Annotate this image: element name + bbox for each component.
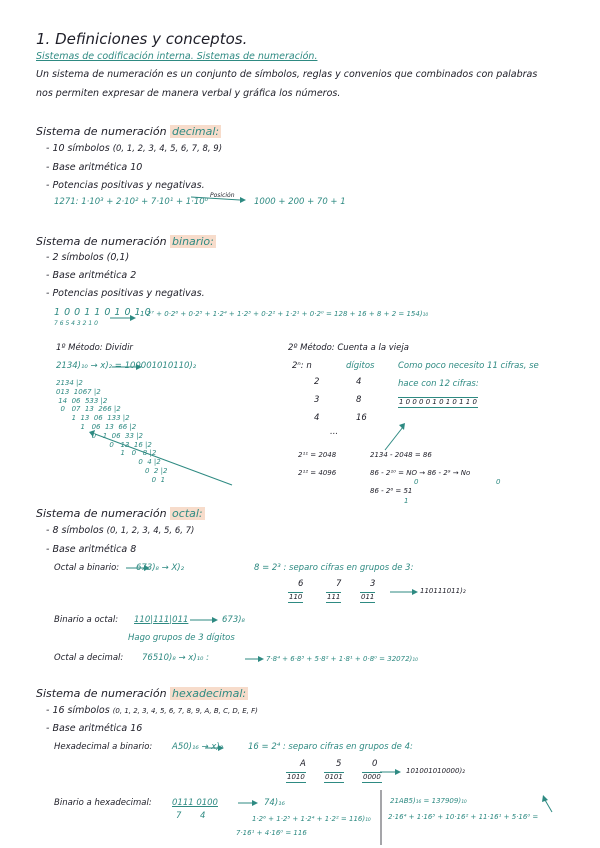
method2-dots: ...: [330, 427, 339, 437]
bin-to-hex-value: 0111 0100: [172, 798, 218, 808]
hex-group-3: 0: [372, 759, 378, 769]
method2-row-1-n: 2: [314, 377, 320, 387]
octal-group-bits-3: 011: [361, 593, 375, 601]
hex-side-eq-1: 21AB5)₁₆ = 137909)₁₀: [390, 797, 467, 805]
hex-bullet-base: - Base aritmética 16: [46, 723, 143, 734]
octal-group-2: 7: [336, 579, 342, 589]
octal-group-1: 6: [298, 579, 304, 589]
octal-to-decimal-label: Octal a decimal:: [54, 653, 124, 663]
hex-heading: Sistema de numeración hexadecimal:: [36, 687, 247, 700]
decimal-position-label: Posición: [210, 192, 235, 199]
hex-to-binary-label: Hexadecimal a binario:: [54, 742, 153, 752]
hex-group-2: 5: [336, 759, 342, 769]
hex-group-1: A: [300, 759, 306, 769]
bin-to-oct-result: 673)₈: [222, 615, 245, 625]
hex-rule: 16 = 2⁴ : separo cifras en grupos de 4:: [248, 742, 413, 752]
division-line: 0 4 |2: [56, 458, 161, 467]
decimal-example: 1271: 1·10³ + 2·10² + 7·10¹ + 1·10⁰: [54, 197, 209, 207]
octal-group-3: 3: [370, 579, 376, 589]
octal-to-binary-eq: 673)₈ → X)₂: [136, 563, 185, 573]
page-title: 1. Definiciones y conceptos.: [36, 30, 248, 48]
binario-bits-positions: 7 6 5 4 3 2 1 0: [54, 320, 98, 327]
calc-mark-one: 1: [404, 497, 409, 505]
octal-to-binary-label: Octal a binario:: [54, 563, 120, 573]
intro-line-2: nos permiten expresar de manera verbal y gráfica los números.: [36, 88, 341, 99]
method2-col-digits: dígitos: [346, 361, 375, 371]
division-line: 0 1: [56, 475, 166, 484]
calc-mark-zero: 0: [414, 478, 419, 486]
octal-group-note: Hago grupos de 3 dígitos: [128, 633, 235, 643]
bin-to-hex-check-1: 1·2⁶ + 1·2⁵ + 1·2⁴ + 1·2² = 116)₁₀: [252, 815, 371, 823]
method2-row-3-d: 16: [356, 413, 367, 423]
intro-line-1: Un sistema de numeración es un conjunto de símbolos, reglas y convenios que combinados con palabras: [36, 69, 538, 80]
method2-note-2: hace con 12 cifras:: [398, 379, 479, 389]
division-line: 2134 |2: [56, 379, 83, 387]
method2-col-power: 2ⁿ: n: [292, 361, 312, 371]
method2-note-1: Como poco necesito 11 cifras, se: [398, 361, 539, 371]
bin-to-hex-digit-1: 7: [176, 811, 182, 821]
octal-bullet-base: - Base aritmética 8: [46, 544, 137, 555]
division-line: 14 06 533 |2: [56, 396, 108, 405]
method2-title: 2º Método: Cuenta a la vieja: [288, 343, 409, 353]
hex-group-bits-2: 0101: [325, 773, 343, 781]
method2-row-1-d: 4: [356, 377, 362, 387]
method2-row-2-n: 3: [314, 395, 320, 405]
binario-heading: Sistema de numeración binario:: [36, 235, 214, 248]
binario-expansion: 1·2⁷ + 0·2⁶ + 0·2⁵ + 1·2⁴ + 1·2³ + 0·2² + 1·2¹ + 0·2⁰ = 128 + 16 + 8 + 2 = 154)₁₀: [140, 310, 429, 318]
binario-bullet-powers: - Potencias positivas y negativas.: [46, 288, 205, 299]
bin-to-oct-label: Binario a octal:: [54, 615, 119, 625]
octal-group-bits-2: 111: [327, 593, 341, 601]
binario-bits-example: 1 0 0 1 1 0 1 0 1 0: [54, 307, 152, 318]
method2-twelve-bits: 1 0 0 0 0 1 0 1 0 1 1 0: [399, 398, 477, 406]
octal-heading: Sistema de numeración octal:: [36, 507, 203, 520]
calc-mark-zero-2: 0: [496, 478, 501, 486]
bin-to-hex-label: Binario a hexadecimal:: [54, 798, 152, 808]
pow-12: 2¹² = 4096: [298, 469, 337, 477]
method2-row-2-d: 8: [356, 395, 362, 405]
division-line: 0 07 13 266 |2: [56, 405, 121, 414]
method2-row-3-n: 4: [314, 413, 320, 423]
octal-group-bits-1: 110: [289, 593, 303, 601]
hex-side-eq-2: 2·16⁴ + 1·16³ + 10·16² + 11·16¹ + 5·16⁰ =: [388, 813, 539, 821]
division-line: 1 0 8 |2: [56, 449, 157, 458]
decimal-result: 1000 + 200 + 70 + 1: [254, 197, 346, 207]
octal-to-decimal-expansion: 7·8⁴ + 6·8³ + 5·8² + 1·8¹ + 0·8⁰ = 32072)₁₀: [266, 655, 418, 663]
bin-to-oct-value: 110|111|011: [134, 615, 189, 625]
calc-3: 86 - 2⁶ = 51: [370, 487, 413, 495]
decimal-bullet-base: - Base aritmética 10: [46, 162, 143, 173]
bin-to-hex-check-2: 7·16¹ + 4·16⁰ = 116: [236, 829, 307, 837]
hex-group-bits-3: 0000: [363, 773, 381, 781]
octal-bullet-symbols: - 8 símbolos (0, 1, 2, 3, 4, 5, 6, 7): [46, 525, 195, 536]
decimal-heading: Sistema de numeración decimal:: [36, 125, 220, 138]
pow-11: 2¹¹ = 2048: [298, 451, 337, 459]
page-subtitle: Sistemas de codificación interna. Sistemas de numeración.: [36, 51, 318, 62]
bin-to-hex-result: 74)₁₆: [264, 798, 285, 808]
hex-to-binary-result: 101001010000)₂: [406, 767, 465, 775]
decimal-bullet-symbols: - 10 símbolos (0, 1, 2, 3, 4, 5, 6, 7, 8, 9): [46, 143, 223, 154]
division-line: 0 2 |2: [56, 467, 168, 475]
bin-to-hex-digit-2: 4: [200, 811, 206, 821]
octal-to-decimal-eq: 76510)₈ → x)₁₀ :: [142, 653, 210, 663]
division-line: 013 1067 |2: [56, 387, 101, 396]
division-line: 0 1 06 33 |2: [56, 431, 143, 440]
division-line: 1 13 06 133 |2: [56, 414, 130, 423]
binario-bullet-symbols: - 2 símbolos (0,1): [46, 252, 130, 263]
hex-bullet-symbols: - 16 símbolos (0, 1, 2, 3, 4, 5, 6, 7, 8, 9, A, B, C, D, E, F): [46, 705, 258, 716]
octal-rule: 8 = 2³ : separo cifras en grupos de 3:: [254, 563, 414, 573]
octal-to-binary-result: 110111011)₂: [420, 587, 466, 595]
calc-1: 2134 - 2048 = 86: [370, 451, 432, 459]
method1-equation: 2134)₁₀ → x)₂ = 100001010110)₂: [56, 361, 197, 371]
hex-group-bits-1: 1010: [287, 773, 305, 781]
calc-2: 86 - 2¹⁰ = NO → 86 - 2⁹ → No: [370, 469, 471, 477]
division-line: 1 06 13 66 |2: [56, 423, 137, 431]
decimal-bullet-powers: - Potencias positivas y negativas.: [46, 180, 205, 191]
method1-title: 1º Método: Dividir: [56, 343, 133, 353]
hex-to-binary-eq: A50)₁₆ → x)₂: [172, 742, 224, 752]
binario-bullet-base: - Base aritmética 2: [46, 270, 137, 281]
division-line: 0 13 16 |2: [56, 440, 152, 449]
